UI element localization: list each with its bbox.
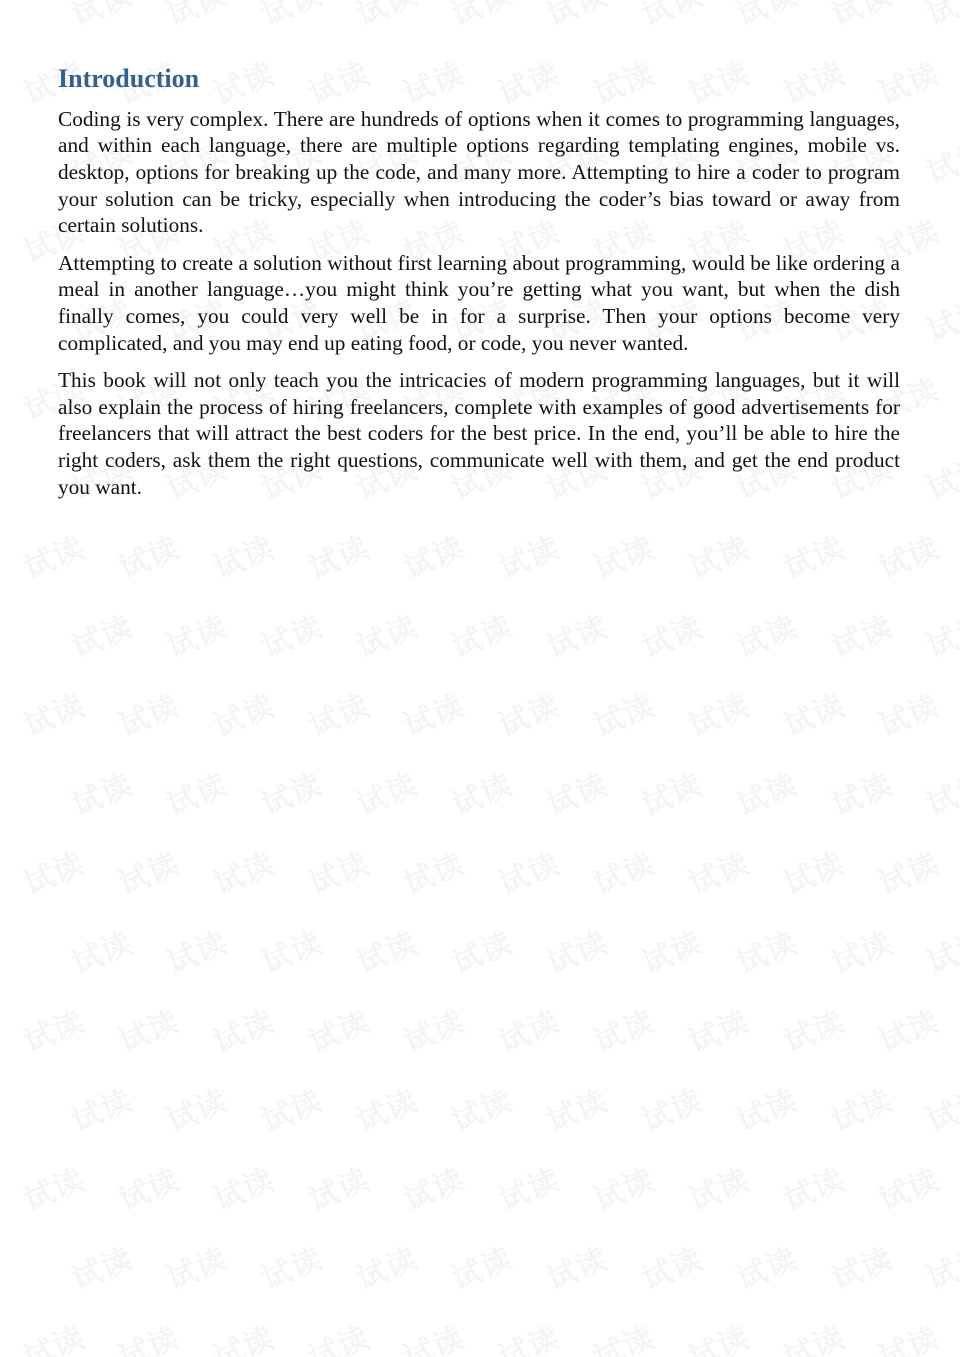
watermark-mark [871, 1313, 945, 1357]
watermark-mark [206, 681, 280, 745]
watermark-mark [919, 760, 960, 824]
watermark-mark [396, 997, 470, 1061]
watermark-mark [539, 1076, 613, 1140]
watermark-mark [681, 839, 755, 903]
watermark-mark [349, 0, 423, 34]
paragraph-3: This book will not only teach you the intricacies of modern programming languages, but it will also explain the process of hiring freelancers, complete with examples of good advertisements for freelancers that will attract the best coders for the best price. In the end, you’ll be able to hire the right coders, ask them the right questions, communicate well with them, and get the end product you want. [58, 368, 900, 499]
watermark-mark [681, 1155, 755, 1219]
watermark-mark [206, 839, 280, 903]
watermark-mark [634, 760, 708, 824]
watermark-mark [586, 681, 660, 745]
watermark-mark [444, 918, 518, 982]
watermark-mark [491, 1155, 565, 1219]
watermark-mark [919, 0, 960, 34]
watermark-mark [729, 918, 803, 982]
watermark-mark [301, 681, 375, 745]
watermark-mark [824, 1076, 898, 1140]
watermark-mark [729, 1234, 803, 1298]
watermark-mark [919, 1076, 960, 1140]
watermark-mark [349, 918, 423, 982]
watermark-mark [159, 760, 233, 824]
watermark-mark [539, 1234, 613, 1298]
watermark-mark [349, 760, 423, 824]
watermark-mark [444, 760, 518, 824]
watermark-mark [111, 839, 185, 903]
watermark-mark [16, 1155, 90, 1219]
watermark-mark [16, 839, 90, 903]
watermark-mark [64, 1076, 138, 1140]
watermark-mark [586, 1155, 660, 1219]
watermark-mark [111, 681, 185, 745]
watermark-mark [871, 997, 945, 1061]
watermark-mark [111, 523, 185, 587]
watermark-mark [634, 0, 708, 34]
paragraph-2: Attempting to create a solution without first learning about programming, would be like ordering a meal in another language…you might think you’re getting what you want, but when the dish finally comes, you could very well be in for a surprise. Then your options become very complicated, and you may end up eating food, or code, you never wanted. [58, 250, 900, 355]
watermark-mark [64, 1234, 138, 1298]
watermark-mark [16, 523, 90, 587]
watermark-mark [871, 523, 945, 587]
watermark-mark [776, 681, 850, 745]
watermark-mark [16, 681, 90, 745]
watermark-mark [349, 602, 423, 666]
document-page [58, 62, 900, 511]
watermark-mark [824, 602, 898, 666]
watermark-mark [396, 681, 470, 745]
watermark-mark [586, 997, 660, 1061]
watermark-mark [776, 1313, 850, 1357]
watermark-mark [349, 1076, 423, 1140]
watermark-mark [539, 0, 613, 34]
watermark-mark [919, 444, 960, 508]
watermark-mark [824, 918, 898, 982]
watermark-mark [729, 1076, 803, 1140]
watermark-mark [159, 1076, 233, 1140]
watermark-mark [301, 997, 375, 1061]
watermark-mark [634, 918, 708, 982]
watermark-mark [824, 0, 898, 34]
watermark-mark [634, 1076, 708, 1140]
watermark-mark [729, 602, 803, 666]
watermark-mark [206, 1313, 280, 1357]
watermark-mark [539, 602, 613, 666]
watermark-mark [491, 839, 565, 903]
watermark-mark [254, 1076, 328, 1140]
watermark-mark [871, 681, 945, 745]
watermark-mark [206, 997, 280, 1061]
watermark-mark [729, 760, 803, 824]
watermark-mark [254, 760, 328, 824]
watermark-mark [159, 918, 233, 982]
watermark-mark [254, 0, 328, 34]
watermark-mark [681, 681, 755, 745]
watermark-mark [634, 602, 708, 666]
watermark-mark [586, 1313, 660, 1357]
watermark-mark [871, 839, 945, 903]
watermark-mark [301, 1155, 375, 1219]
watermark-mark [254, 602, 328, 666]
watermark-mark [586, 523, 660, 587]
watermark-mark [919, 1234, 960, 1298]
watermark-mark [729, 0, 803, 34]
watermark-mark [64, 760, 138, 824]
watermark-mark [871, 1155, 945, 1219]
watermark-mark [919, 602, 960, 666]
section-heading: Introduction [58, 64, 200, 93]
watermark-mark [301, 1313, 375, 1357]
watermark-mark [159, 602, 233, 666]
watermark-mark [64, 918, 138, 982]
watermark-mark [491, 681, 565, 745]
watermark-mark [444, 0, 518, 34]
watermark-mark [301, 839, 375, 903]
watermark-mark [111, 1313, 185, 1357]
watermark-mark [634, 1234, 708, 1298]
watermark-mark [111, 1155, 185, 1219]
watermark-mark [349, 1234, 423, 1298]
watermark-mark [919, 286, 960, 350]
watermark-mark [776, 523, 850, 587]
watermark-mark [444, 602, 518, 666]
watermark-mark [254, 918, 328, 982]
watermark-mark [206, 1155, 280, 1219]
watermark-mark [539, 760, 613, 824]
watermark-mark [776, 839, 850, 903]
watermark-mark [16, 997, 90, 1061]
watermark-mark [491, 997, 565, 1061]
watermark-mark [206, 523, 280, 587]
watermark-mark [586, 839, 660, 903]
watermark-mark [681, 523, 755, 587]
watermark-mark [64, 0, 138, 34]
watermark-mark [254, 1234, 328, 1298]
watermark-mark [396, 1313, 470, 1357]
watermark-mark [919, 128, 960, 192]
watermark-mark [444, 1234, 518, 1298]
watermark-mark [824, 760, 898, 824]
watermark-mark [776, 997, 850, 1061]
watermark-mark [444, 1076, 518, 1140]
paragraph-1: Coding is very complex. There are hundreds of options when it comes to programming languages, and within each language, there are multiple options regarding templating engines, mobile vs. desktop, options for breaking up the code, and many more. Attempting to hire a coder to program your solution can be tricky, especially when introducing the coder’s bias toward or away from certain solutions. [58, 106, 900, 238]
watermark-mark [824, 1234, 898, 1298]
watermark-mark [64, 602, 138, 666]
watermark-mark [681, 1313, 755, 1357]
watermark-mark [776, 1155, 850, 1219]
watermark-mark [111, 997, 185, 1061]
watermark-mark [301, 523, 375, 587]
watermark-mark [396, 839, 470, 903]
watermark-mark [491, 523, 565, 587]
watermark-mark [919, 918, 960, 982]
watermark-mark [396, 1155, 470, 1219]
watermark-mark [16, 1313, 90, 1357]
watermark-mark [681, 997, 755, 1061]
watermark-mark [539, 918, 613, 982]
watermark-mark [159, 0, 233, 34]
watermark-mark [491, 1313, 565, 1357]
watermark-mark [159, 1234, 233, 1298]
watermark-mark [396, 523, 470, 587]
